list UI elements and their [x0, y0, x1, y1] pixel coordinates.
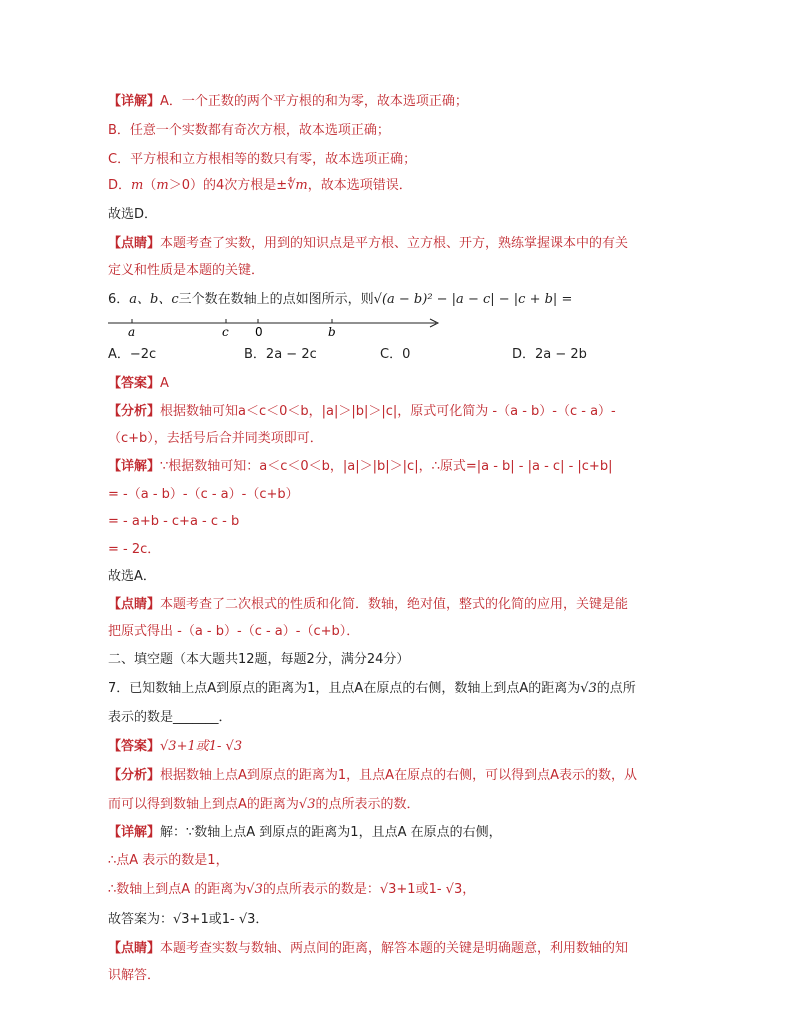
q6-point-1: 【点睛】本题考查了二次根式的性质和化简．数轴，绝对值，整式的化简的应用，关键是能 — [108, 597, 629, 612]
q6-answer: 【答案】A — [108, 376, 169, 391]
q5-detail-b: B．任意一个实数都有奇次方根，故本选项正确； — [108, 123, 390, 138]
q6-detail-3: = - a+b - c+a - c - b — [108, 514, 240, 529]
q6-detail-2: = -（a - b）-（c - a）-（c+b） — [108, 487, 299, 502]
detail-tag: 【详解】 — [108, 94, 161, 109]
section-title: 二、填空题（本大题共12题，每题2分，满分24分） — [108, 652, 410, 667]
option-d: D．2a − 2b — [512, 347, 587, 362]
q7-stem-2: 表示的数是_______． — [108, 710, 232, 725]
q7-point-1: 【点睛】本题考查实数与数轴、两点间的距离，解答本题的关键是明确题意，利用数轴的知 — [108, 941, 629, 956]
option-b: B．2a − 2c — [244, 347, 317, 362]
q7-detail-3: ∴数轴上到点A 的距离为√3的点所表示的数是：√3+1或1- √3， — [108, 882, 476, 897]
q7-answer: 【答案】√3+1或1- √3 — [108, 739, 243, 754]
q5-point-1: 【点睛】本题考查了实数，用到的知识点是平方根、立方根、开方，熟练掌握课本中的有关 — [108, 236, 629, 251]
q5-point-2: 定义和性质是本题的关键． — [108, 263, 265, 278]
q6-options — [108, 345, 628, 365]
q7-stem-1: 7．已知数轴上点A到原点的距离为1，且点A在原点的右侧，数轴上到点A的距离为√3的点所 — [108, 681, 636, 696]
label-0: 0 — [255, 325, 263, 339]
option-c: C．0 — [380, 347, 411, 362]
q7-point-2: 识解答． — [108, 968, 161, 983]
q7-analysis-2: 而可以得到数轴上到点A的距离为√3的点所表示的数． — [108, 797, 420, 812]
q7-detail-2: ∴点A 表示的数是1， — [108, 853, 229, 868]
q6-analysis-1: 【分析】根据数轴可知a＜c＜0＜b，|a|＞|b|＞|c|，原式可化简为 -（a - b）-（c - a）- — [108, 404, 616, 419]
label-a: a — [128, 325, 136, 339]
q7-detail-4: 故答案为：√3+1或1- √3． — [108, 912, 269, 927]
q7-detail-1: 【详解】解：∵数轴上点A 到原点的距离为1，且点A 在原点的右侧， — [108, 825, 502, 840]
q6-choose: 故选A． — [108, 569, 156, 584]
q5-choose: 故选D． — [108, 207, 158, 222]
q7-analysis-1: 【分析】根据数轴上点A到原点的距离为1，且点A在原点的右侧，可以得到点A表示的数，从 — [108, 768, 637, 783]
q6-detail-4: = - 2c． — [108, 542, 161, 557]
q6-analysis-2: （c+b），去括号后合并同类项即可． — [108, 431, 323, 446]
q6-point-2: 把原式得出 -（a - b）-（c - a）-（c+b）． — [108, 624, 360, 639]
q5-detail-a: 【详解】A．一个正数的两个平方根的和为零，故本选项正确； — [108, 94, 468, 109]
label-b: b — [328, 325, 336, 339]
number-line — [108, 314, 448, 340]
q5-detail-c: C．平方根和立方根相等的数只有零，故本选项正确； — [108, 152, 417, 167]
q6-stem: 6．a、b、c三个数在数轴上的点如图所示，则√(a − b)² − |a − c| − |c + b| = — [108, 292, 573, 307]
option-a: A．−2c — [108, 347, 157, 362]
q5-detail-d: D．m（m＞0）的4次方根是±∜m，故本选项错误． — [108, 178, 412, 193]
label-c: c — [222, 325, 229, 339]
q6-detail-1: 【详解】∵根据数轴可知：a＜c＜0＜b，|a|＞|b|＞|c|，∴原式=|a - b| - |a - c| - |c+b| — [108, 459, 613, 474]
